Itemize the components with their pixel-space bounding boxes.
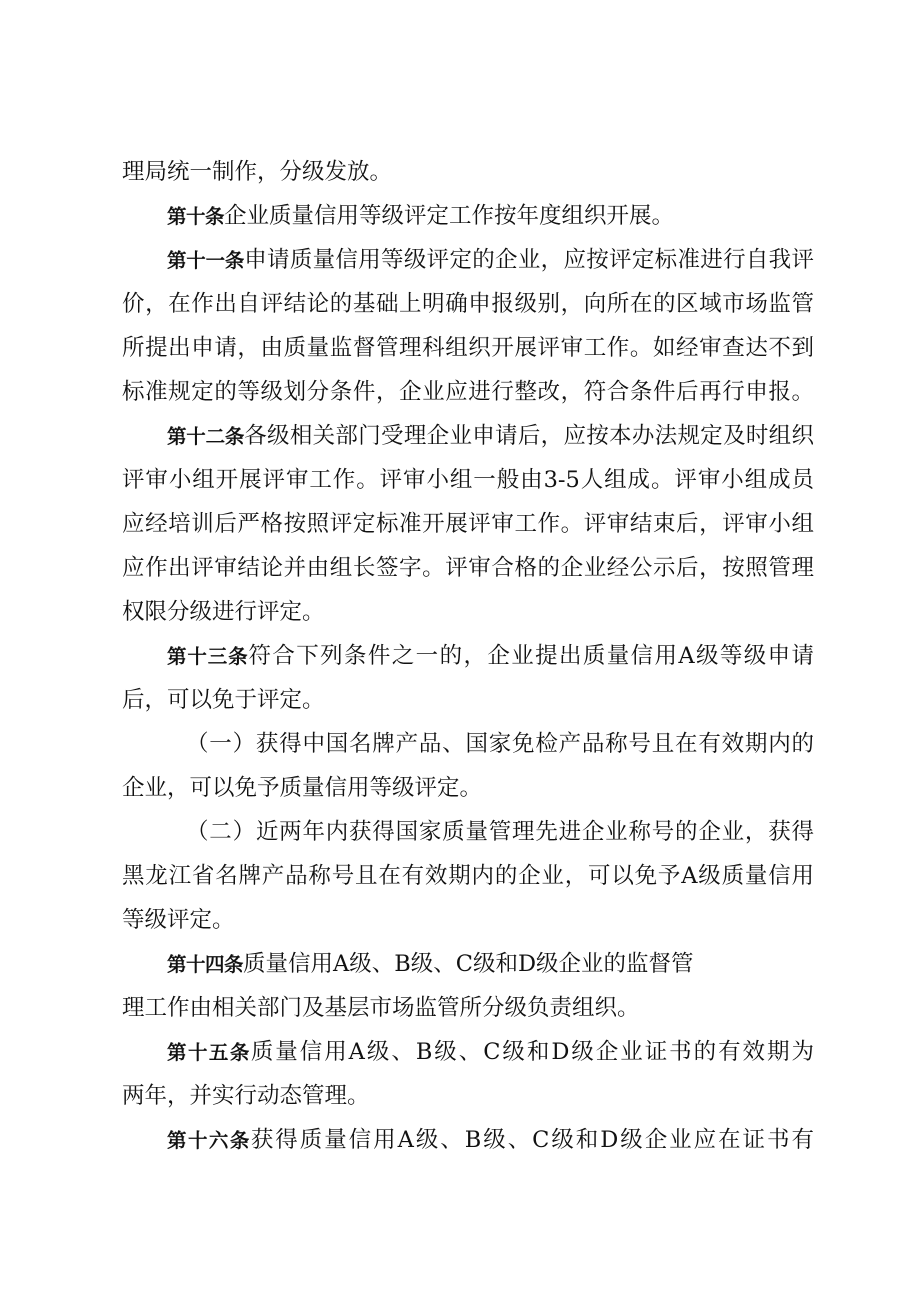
line-text: 质量信用A级、B级、C级和D级企业的监督管 [243,951,694,977]
line-text: 标准规定的等级划分条件，企业应进行整改，符合条件后再行申报。 [122,379,814,405]
text-line [122,766,482,810]
line-text: 权限分级进行评定。 [122,599,325,625]
list-item-2 [186,810,814,854]
line-text: 评审小组开展评审工作。评审小组一般由3-5人组成。评审小组成员 [122,467,814,493]
article-heading: 第十五条 [167,1041,251,1064]
article-heading: 第十条 [167,205,225,228]
text-line [122,370,814,414]
line-text: （一）获得中国名牌产品、国家免检产品称号且在有效期内的 [186,731,814,757]
line-text: 所提出申请，由质量监督管理科组织开展评审工作。如经审查达不到 [122,335,814,361]
article-heading: 第十六条 [167,1129,251,1152]
line-text: 后，可以免于评定。 [122,687,325,713]
line-text: 各级相关部门受理企业申请后，应按本办法规定及时组织 [244,423,814,449]
article-11 [167,238,814,282]
text-line [122,546,814,590]
line-text: 获得质量信用A级、B级、C级和D级企业应在证书有 [250,1127,814,1153]
text-line [122,1074,370,1118]
line-text: 企业质量信用等级评定工作按年度组织开展。 [224,203,675,229]
text-line [122,502,814,546]
line-text: （二）近两年内获得国家质量管理先进企业称号的企业，获得 [186,819,814,845]
text-line [122,898,235,942]
text-line [122,854,814,898]
line-text: 应经培训后严格按照评定标准开展评审工作。评审结束后，评审小组 [122,511,814,537]
line-text: 应作出评审结论并由组长签字。评审合格的企业经公示后，按照管理 [122,555,814,581]
line-text: 黑龙江省名牌产品称号且在有效期内的企业，可以免予A级质量信用 [122,863,814,889]
text-line [122,678,325,722]
article-10 [167,194,814,238]
article-14 [167,942,767,986]
list-item-1 [186,722,814,766]
article-12 [167,414,814,458]
line-text: 申请质量信用等级评定的企业，应按评定标准进行自我评 [244,247,814,273]
line-text: 企业，可以免予质量信用等级评定。 [122,775,483,801]
line-text: 两年，并实行动态管理。 [122,1083,370,1109]
line-text: 价，在作出自评结论的基础上明确申报级别，向所在的区域市场监管 [122,291,814,317]
article-heading: 第十一条 [167,249,245,272]
line-text: 理工作由相关部门及基层市场监管所分级负责组织。 [122,995,640,1021]
line-text: 符合下列条件之一的，企业提出质量信用A级等级申请 [248,643,814,669]
article-heading: 第十四条 [167,953,244,976]
article-13 [167,634,814,678]
text-line [122,282,814,326]
text-line [122,986,640,1030]
article-16 [167,1118,814,1162]
text-line [122,150,392,194]
article-15 [167,1030,814,1074]
line-text: 质量信用A级、B级、C级和D级企业证书的有效期为 [250,1039,814,1065]
text-line [122,590,325,634]
line-text: 理局统一制作，分级发放。 [122,159,393,185]
text-line [122,326,814,370]
article-heading: 第十三条 [167,645,249,668]
text-line [122,458,814,502]
article-heading: 第十二条 [167,425,245,448]
line-text: 等级评定。 [122,907,235,933]
